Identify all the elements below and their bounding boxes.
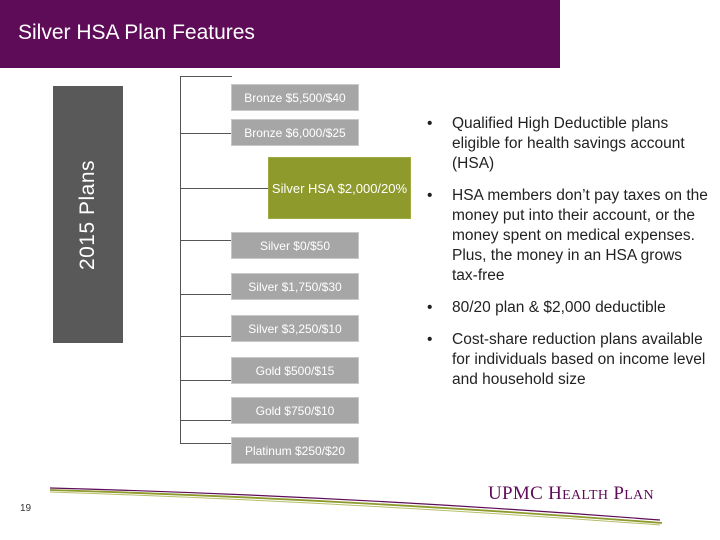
- feature-bullet-list: [425, 114, 711, 402]
- tree-connector: [180, 380, 232, 381]
- title-bar: [0, 0, 560, 68]
- upmc-health-plan-logo: UPMC HEALTH PLAN: [488, 483, 654, 504]
- plan-box-bronze-6000: Bronze $6,000/$25: [231, 119, 359, 146]
- bullet-marker: •: [427, 115, 433, 132]
- bullet-text: Cost-share reduction plans available for individuals based on income level and household size: [452, 331, 706, 388]
- bullet-item: [425, 114, 711, 174]
- bullet-item: [425, 330, 711, 390]
- side-label: 2015 Plans: [76, 159, 99, 270]
- tree-connector: [180, 294, 232, 295]
- tree-vertical-line: [180, 76, 181, 444]
- bullet-text: 80/20 plan & $2,000 deductible: [452, 299, 666, 316]
- tree-connector: [180, 443, 232, 444]
- tree-connector: [180, 76, 232, 77]
- tree-connector: [180, 240, 232, 241]
- plan-box-silver-1750: Silver $1,750/$30: [231, 273, 359, 300]
- tree-connector: [180, 336, 232, 337]
- plan-box-silver-hsa-highlighted: Silver HSA $2,000/20%: [268, 157, 411, 219]
- tree-connector: [180, 133, 232, 134]
- plan-box-silver-0: Silver $0/$50: [231, 232, 359, 259]
- bullet-marker: •: [427, 187, 433, 204]
- bullet-text: HSA members don’t pay taxes on the money put into their account, or the money spent on medical expenses. Plus, the money in an HSA grows tax-free: [452, 187, 708, 284]
- plan-box-platinum-250: Platinum $250/$20: [231, 437, 359, 464]
- bullet-item: [425, 298, 711, 318]
- tree-connector: [180, 420, 232, 421]
- plan-box-silver-3250: Silver $3,250/$10: [231, 315, 359, 342]
- plan-box-bronze-5500: Bronze $5,500/$40: [231, 84, 359, 111]
- plan-box-gold-500: Gold $500/$15: [231, 357, 359, 384]
- plan-box-gold-750: Gold $750/$10: [231, 397, 359, 424]
- bullet-marker: •: [427, 299, 433, 316]
- page-title: Silver HSA Plan Features: [18, 21, 255, 44]
- side-label-panel: [53, 86, 123, 343]
- tree-connector: [180, 188, 269, 189]
- bullet-text: Qualified High Deductible plans eligible for health savings account (HSA): [452, 115, 685, 172]
- page-number: 19: [20, 503, 32, 514]
- bullet-marker: •: [427, 331, 433, 348]
- bullet-item: [425, 186, 711, 286]
